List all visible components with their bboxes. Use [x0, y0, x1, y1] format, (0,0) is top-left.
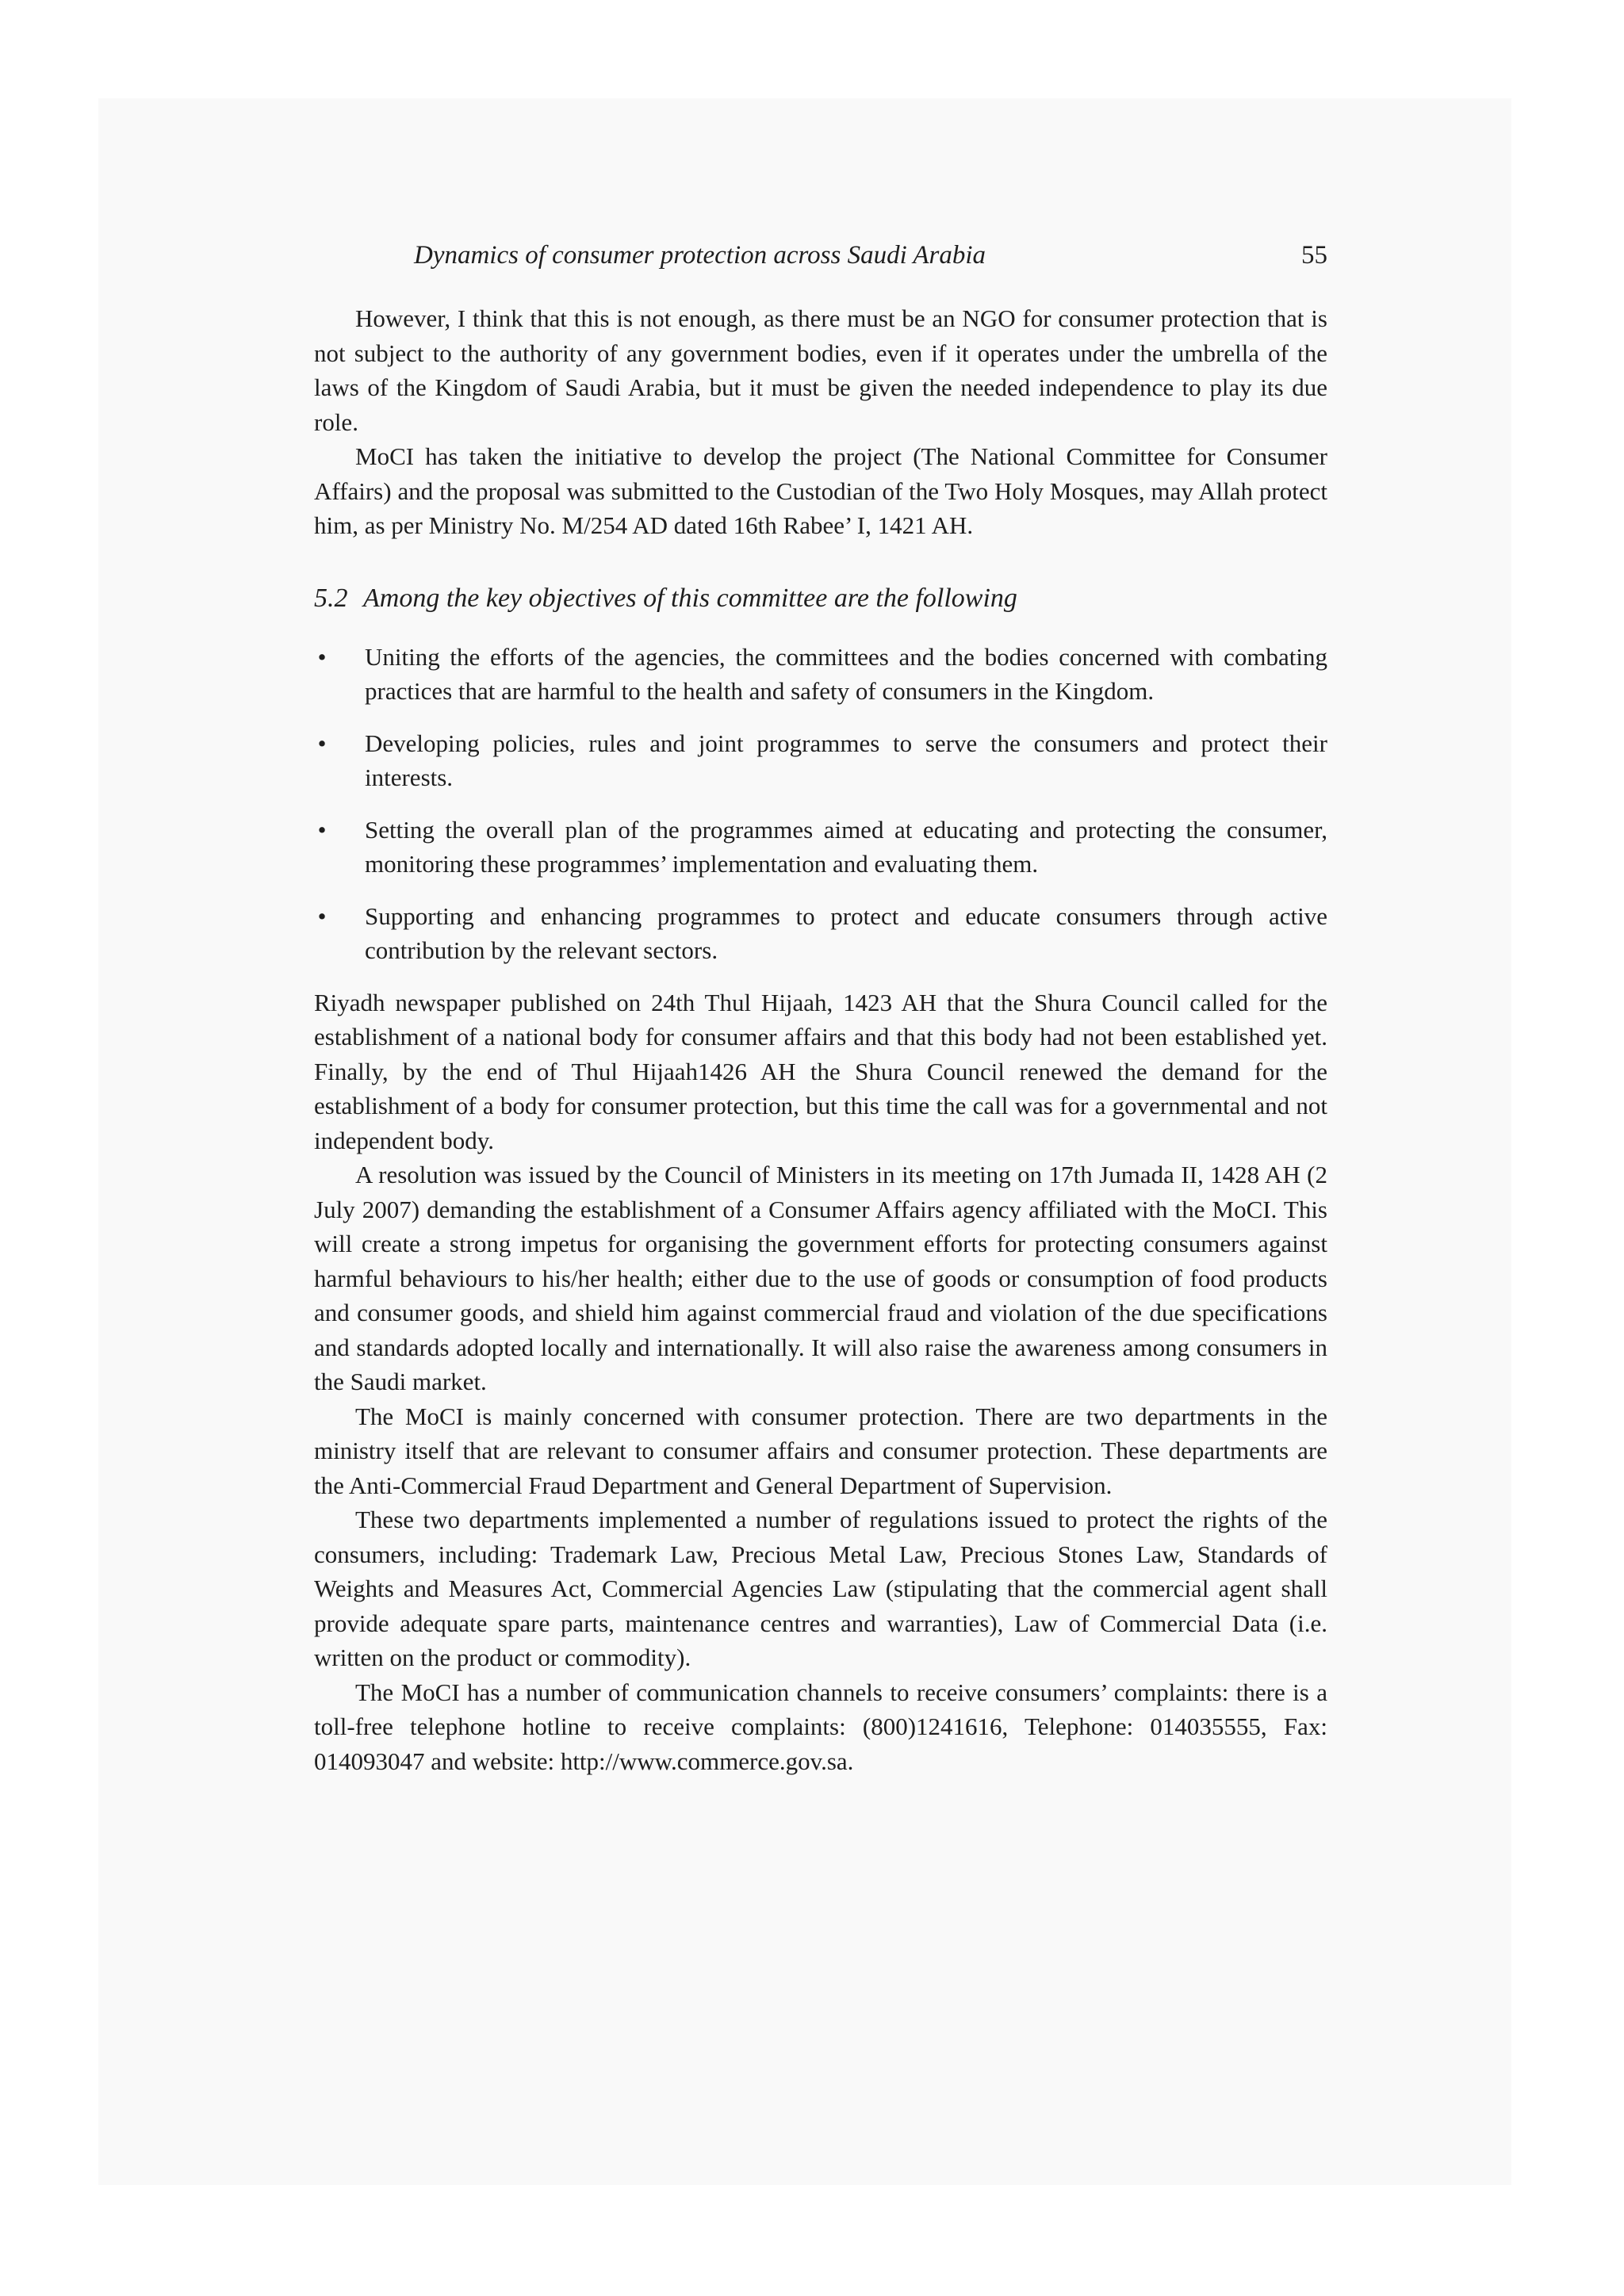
- section-heading: [314, 581, 1327, 616]
- paragraph-ngo-independence: However, I think that this is not enough, as there must be an NGO for consumer protection that is not subject to the authority of any government bodies, even if it operates under the umbrella of the laws of the Kingdom of Saudi Arabia, but it must be given the needed independence to play its due role.: [314, 304, 1327, 436]
- bullet-icon: •: [317, 729, 327, 757]
- paragraph-regulations: These two departments implemented a number of regulations issued to protect the rights of the consumers, including: Trademark Law, Precious Metal Law, Precious Stones Law, Standards of Weights and Measures Act, Commercial Agencies Law (stipulating that the commercial agent shall provide adequate spare parts, maintenance centres and warranties), Law of Commercial Data (i.e. written on the product or commodity).: [314, 1506, 1327, 1671]
- list-item-text: Developing policies, rules and joint programmes to serve the consumers and protect their interests.: [365, 729, 1327, 791]
- page-number: 55: [1301, 241, 1327, 270]
- list-item-text: Setting the overall plan of the programmes aimed at educating and protecting the consumer, monitoring these programmes’ implementation and evaluating them.: [365, 815, 1327, 878]
- paragraph-riyadh-newspaper: Riyadh newspaper published on 24th Thul Hijaah, 1423 AH that the Shura Council called for the establishment of a national body for consumer affairs and that this body had not been established yet. Finally, by the end of Thul Hijaah1426 AH the Shura Council renewed the demand for the establishment of a body for consumer protection, but this time the call was for a governmental and not independent body.: [314, 988, 1327, 1154]
- bullet-icon: •: [317, 642, 327, 671]
- page-body: [314, 235, 1327, 1778]
- bullet-icon: •: [317, 901, 327, 930]
- section-number: 5.2: [314, 583, 348, 613]
- list-item: [314, 640, 1327, 709]
- objectives-list: [314, 640, 1327, 968]
- paragraph-communication-channels: The MoCI has a number of communication channels to receive consumers’ complaints: there is a toll-free telephone hotline to receive complaints: (800)1241616, Telephone: 014035555, Fax: 014093047 and website: http://www.commerce.gov.sa.: [314, 1678, 1327, 1775]
- list-item: [314, 813, 1327, 882]
- list-item-text: Uniting the efforts of the agencies, the committees and the bodies concerned with combating practices that are harmful to the health and safety of consumers in the Kingdom.: [365, 642, 1327, 705]
- paragraph-national-committee: MoCI has taken the initiative to develop the project (The National Committee for Consumer Affairs) and the proposal was submitted to the Custodian of the Two Holy Mosques, may Allah protect him, as per Ministry No. M/254 AD dated 16th Rabee’ I, 1421 AH.: [314, 442, 1327, 539]
- running-title: Dynamics of consumer protection across Saudi Arabia: [414, 241, 986, 270]
- bullet-icon: •: [317, 815, 327, 844]
- list-item-text: Supporting and enhancing programmes to protect and educate consumers through active contribution by the relevant sectors.: [365, 901, 1327, 964]
- paragraph-moci-departments: The MoCI is mainly concerned with consumer protection. There are two departments in the ministry itself that are relevant to consumer affairs and consumer protection. These departments are the Anti-Commercial Fraud Department and General Department of Supervision.: [314, 1402, 1327, 1499]
- section-title: Among the key objectives of this committee are the following: [363, 583, 1017, 613]
- list-item: [314, 726, 1327, 795]
- list-item: [314, 899, 1327, 968]
- paragraph-council-resolution: A resolution was issued by the Council of Ministers in its meeting on 17th Jumada II, 1428 AH (2 July 2007) demanding the establishment of a Consumer Affairs agency affiliated with the MoCI. This will create a strong impetus for organising the government efforts for protecting consumers against harmful behaviours to his/her health; either due to the use of goods or consumption of food products and consumer goods, and shield him against commercial fraud and violation of the due specifications and standards adopted locally and internationally. It will also raise the awareness among consumers in the Saudi market.: [314, 1161, 1327, 1395]
- running-header: [314, 235, 1327, 282]
